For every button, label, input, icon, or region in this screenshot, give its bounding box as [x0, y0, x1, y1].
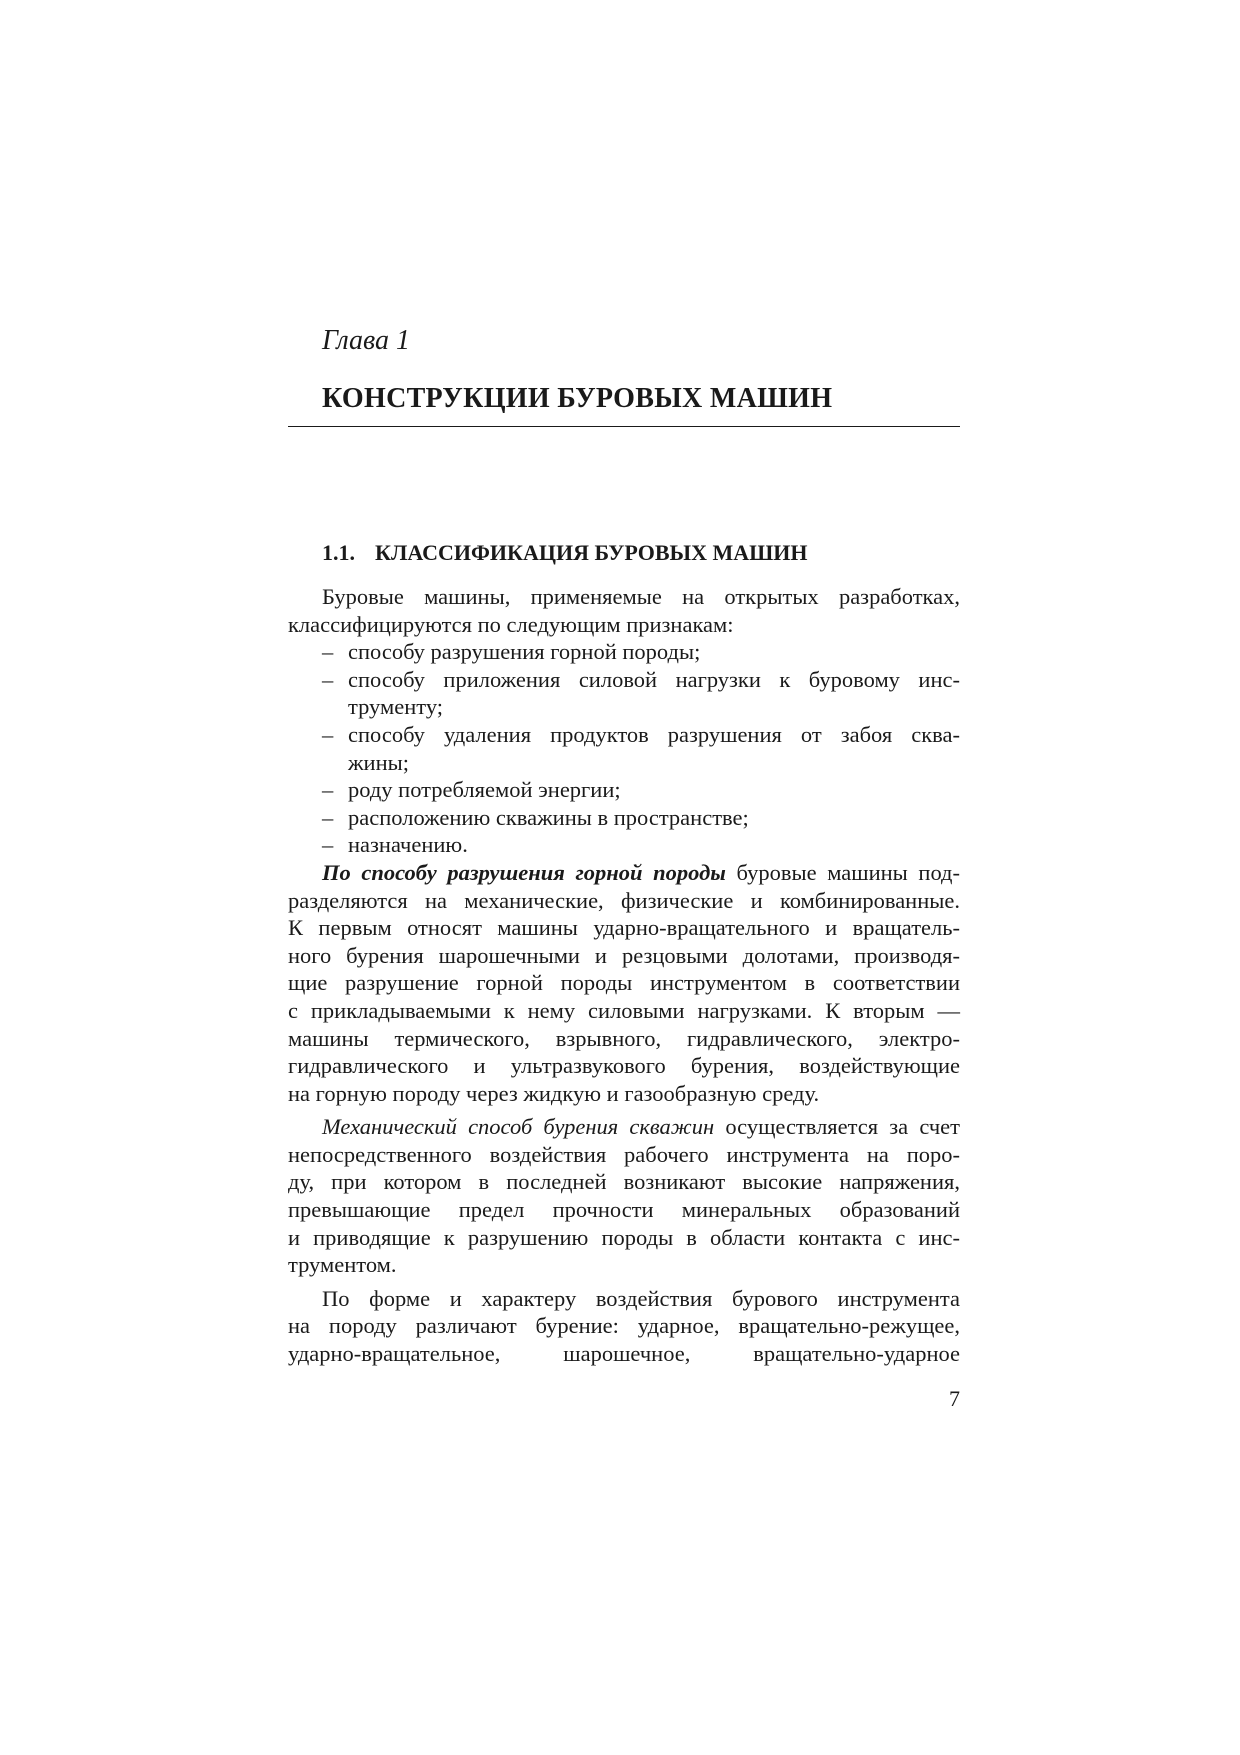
paragraph-line: на горную породу через жидкую и газообразную среду.: [288, 1080, 820, 1106]
list-item: [288, 831, 960, 859]
intro-line: Буровые машины, применяемые на открытых разработках,: [322, 584, 960, 609]
paragraph-line: и приводящие к разрушению породы в области контакта с инс-: [288, 1224, 960, 1250]
list-item-text: роду потребляемой энергии;: [348, 777, 621, 803]
list-item-text: расположению скважины в пространстве;: [348, 804, 749, 830]
paragraph-line: К первым относят машины ударно-вращательного и вращатель-: [288, 915, 960, 941]
list-item-text: способу приложения силовой нагрузки к буровому инс-: [348, 666, 960, 692]
chapter-title: КОНСТРУКЦИИ БУРОВЫХ МАШИН: [322, 383, 833, 414]
paragraph-line: гидравлического и ультразвукового бурения, воздействующие: [288, 1053, 960, 1079]
paragraph-line: ду, при котором в последней возникают высокие напряжения,: [288, 1169, 960, 1195]
list-item: [288, 638, 960, 666]
chapter-divider: [288, 426, 960, 427]
list-dash: –: [322, 721, 334, 747]
body-text: [288, 583, 960, 1368]
list-dash: –: [322, 777, 334, 803]
list-dash: –: [322, 639, 334, 665]
paragraph-line: [288, 1113, 960, 1141]
emphasis-term: По способу разрушения горной породы: [322, 859, 726, 885]
paragraph-text: буровые машины под-: [725, 859, 960, 885]
paragraph-line: с прикладываемыми к нему силовыми нагрузками. К вторым —: [288, 997, 960, 1023]
paragraph-line: на породу различают бурение: ударное, вращательно-режущее,: [288, 1313, 960, 1339]
list-item-text: назначению.: [348, 832, 468, 858]
list-item-text: способу разрушения горной породы;: [348, 639, 701, 665]
paragraph-text: осуществляется за счет: [714, 1114, 960, 1140]
paragraph-line: По форме и характеру воздействия бурового инструмента: [322, 1285, 960, 1311]
intro-line: классифицируются по следующим признакам:: [288, 611, 734, 637]
list-dash: –: [322, 666, 334, 692]
list-dash: –: [322, 832, 334, 858]
list-item-text: способу удаления продуктов разрушения от забоя сква-: [348, 721, 960, 747]
list-item: [288, 666, 960, 694]
paragraph-line: щие разрушение горной породы инструментом в соответствии: [288, 970, 960, 996]
list-item-continuation: трументу;: [348, 694, 444, 720]
list-dash: –: [322, 804, 334, 830]
paragraph-line: ного бурения шарошечными и резцовыми долотами, производя-: [288, 942, 960, 968]
list-item: [288, 721, 960, 749]
emphasis-term: Механический способ бурения скважин: [322, 1114, 715, 1140]
paragraph-line: превышающие предел прочности минеральных образований: [288, 1197, 960, 1223]
document-page: [288, 0, 960, 1755]
list-item-continuation: жины;: [348, 749, 409, 775]
page-number: 7: [949, 1386, 960, 1411]
list-item: [288, 804, 960, 832]
section-number: 1.1.: [322, 540, 355, 565]
paragraph-line: разделяются на механические, физические и комбинированные.: [288, 887, 960, 913]
chapter-label: Глава 1: [322, 325, 410, 356]
paragraph-line: [288, 859, 960, 887]
list-item: [288, 776, 960, 804]
paragraph-line: трументом.: [288, 1252, 397, 1278]
section-heading: [322, 540, 808, 566]
paragraph-line: ударно-вращательное, шарошечное, вращательно-ударное: [288, 1341, 960, 1367]
section-title: КЛАССИФИКАЦИЯ БУРОВЫХ МАШИН: [375, 540, 808, 565]
paragraph-line: машины термического, взрывного, гидравлического, электро-: [288, 1025, 960, 1051]
paragraph-line: непосредственного воздействия рабочего инструмента на поро-: [288, 1141, 960, 1167]
